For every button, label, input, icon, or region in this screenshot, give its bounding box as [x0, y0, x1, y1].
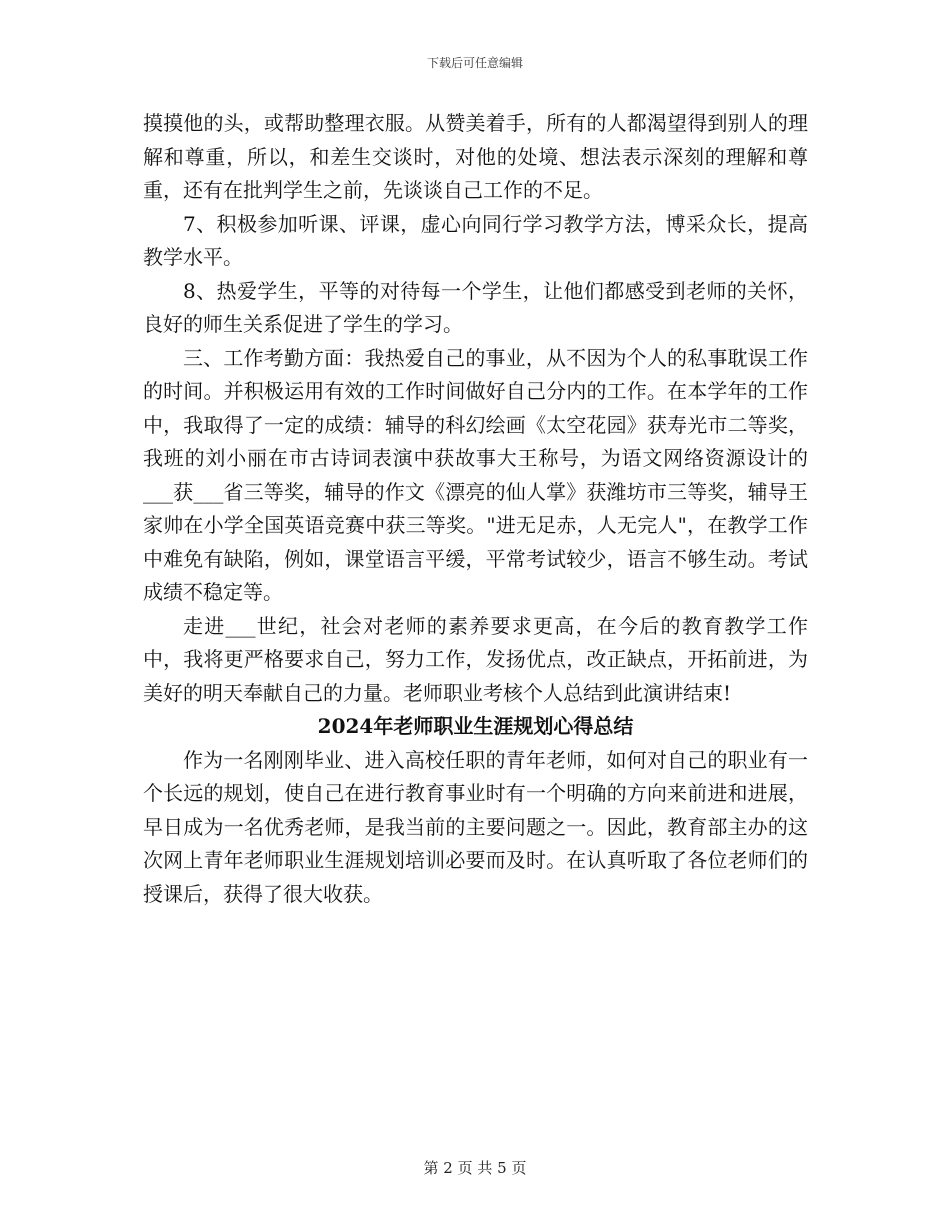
- paragraph-item-7: 7、积极参加听课、评课，虚心向同行学习教学方法，博采众长，提高教学水平。: [143, 211, 808, 269]
- paragraph-continuation: 摸摸他的头，或帮助整理衣服。从赞美着手，所有的人都渴望得到别人的理解和尊重，所以，和差生交谈时，对他的处境、想法表示深刻的理解和尊重，还有在批判学生之前，先谈谈自己工作的不足。: [143, 111, 808, 202]
- paragraph-item-8: 8、热爱学生，平等的对待每一个学生，让他们都感受到老师的关怀，良好的师生关系促进了学生的学习。: [143, 278, 808, 336]
- document-body: [143, 107, 808, 911]
- page-header: 下载后可任意编辑: [426, 56, 523, 70]
- page-footer: 第 2 页 共 5 页: [423, 1159, 527, 1177]
- paragraph-conclusion: 走进___世纪，社会对老师的素养要求更高，在今后的教育教学工作中，我将更严格要求自己，努力工作，发扬优点，改正缺点，开拓前进，为美好的明天奉献自己的力量。老师职业考核个人总结到此演讲结束!: [143, 613, 808, 705]
- paragraph-attendance: 三、工作考勤方面：我热爱自己的事业，从不因为个人的私事耽误工作的时间。并积极运用有效的工作时间做好自己分内的工作。在本学年的工作中，我取得了一定的成绩：辅导的科幻绘画《太空花园》获寿光市二等奖，我班的刘小丽在市古诗词表演中获故事大王称号，为语文网络资源设计的___获___省三等奖，辅导的作文《漂亮的仙人掌》获潍坊市三等奖，辅导王家帅在小学全国英语竞赛中获三等奖。"进无足赤，人无完人"，在教学工作中难免有缺陷，例如，课堂语言平缓，平常考试较少，语言不够生动。考试成绩不稳定等。: [143, 345, 808, 604]
- section-title: 2024年老师职业生涯规划心得总结: [317, 714, 634, 738]
- section-paragraph: 作为一名刚刚毕业、进入高校任职的青年老师，如何对自己的职业有一个长远的规划，使自己在进行教育事业时有一个明确的方向来前进和进展，早日成为一名优秀老师，是我当前的主要问题之一。因此，教育部主办的这次网上青年老师职业生涯规划培训必要而及时。在认真听取了各位老师们的授课后，获得了很大收获。: [143, 747, 808, 906]
